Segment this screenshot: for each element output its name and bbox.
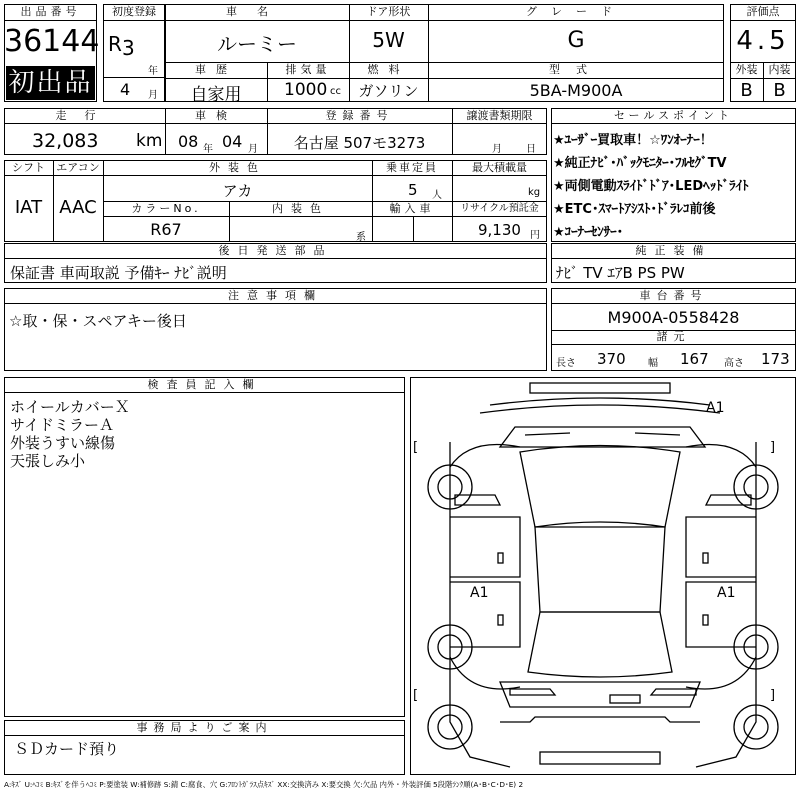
ext-color-value: アカ [222,182,253,200]
sales-point-5: ★ｺｰﾅｰｾﾝｻｰ･ [553,225,624,240]
length-label: 長さ [556,358,576,369]
car-name-label: 車名 [226,5,288,18]
height-value: 173 [761,350,790,368]
bracket-right-bottom: ] [770,688,776,703]
recycle-label: リサイクル預託金 [460,203,539,214]
inspection-month: 04 [222,132,243,151]
inspection-label: 車検 [195,109,237,122]
model-value: 5BA-M900A [529,81,623,100]
interior-label: 内装 [768,63,791,76]
sales-point-4: ★ETC･ｽﾏｰﾄｱｼｽﾄ･ﾄﾞﾗﾚｺ前後 [553,202,716,217]
int-color-unit: 系 [356,232,366,243]
displacement-unit: cc [330,86,341,97]
month-value: 4 [120,80,131,99]
bracket-left-bottom: [ [413,688,419,703]
chassis-label: 車台番号 [639,289,708,302]
width-label: 幅 [648,358,658,369]
grade-value: G [567,28,585,53]
shift-value: IAT [14,197,43,218]
model-label: 型式 [549,63,603,76]
lot-number: 36144 [4,24,100,59]
ext-color-label: 外装色 [209,161,266,174]
int-color-label: 内装色 [272,202,329,215]
legend: A:ｷｽﾞ U:ﾍｺﾐ B:ｷｽﾞを伴うﾍｺﾐ P:要塗装 W:補修跡 S:錆 C:腐食、穴 G:ﾌﾛﾝﾄｶﾞﾗｽ点ｷｽﾞ XX:交換済み X:要交換 欠:欠品 内外・外装評価 5段階ﾗﾝｸ順(A･B･C･D･E) 2 [4,780,524,789]
first-listing-badge: 初出品 [6,66,95,100]
damage-mark-left-side: A1 [470,585,489,601]
office-label: 事務局よりご案内 [136,721,273,734]
year-unit: 年 [148,66,158,77]
color-no-value: R67 [150,220,182,239]
mileage-label: 走行 [55,109,114,122]
era: R [108,32,122,56]
displacement-label: 排気量 [285,63,331,76]
genuine-equipment-value: ﾅﾋﾞ TV ｴｱB PS PW [556,264,685,282]
mileage-unit: km [136,131,163,151]
damage-mark-front-right: A1 [706,400,725,416]
score-label: 評価点 [746,5,780,18]
door-label: ドア形状 [366,5,411,18]
transfer-month-unit: 月 [492,144,502,155]
height-label: 高さ [724,358,744,369]
genuine-equipment-label: 純正装備 [635,244,712,257]
fuel-value: ガソリン [358,82,419,100]
ac-label: エアコン [56,161,100,174]
grade-label: グレード [526,5,626,18]
later-parts-value: 保証書 車両取説 予備ｷｰ ﾅﾋﾞ説明 [10,264,227,282]
sales-points-label: セールスポイント [613,109,733,122]
inspector-line-1: ホイールカバーＸ [10,398,130,416]
inspector-line-3: 外装うすい線傷 [10,434,116,452]
notes-label: 注意事項欄 [228,289,323,302]
transfer-day-unit: 日 [526,144,536,155]
bracket-left-top: [ [413,440,419,455]
recycle-unit: 円 [530,230,540,241]
first-reg-label: 初度登録 [112,5,156,18]
score-value: 4.5 [736,26,790,56]
reg-no-value: 名古屋 507モ3273 [293,134,426,152]
history-label: 車歴 [195,63,237,76]
shift-label: シフト [12,161,45,174]
bracket-right-top: ] [770,440,776,455]
transfer-label: 譲渡書類期限 [466,109,533,122]
month-unit: 月 [148,90,158,101]
year-value: 3 [122,36,135,60]
sales-point-1: ★ﾕｰｻﾞｰ買取車！☆ﾜﾝｵｰﾅｰ！ [553,133,713,148]
door-value: 5W [372,28,405,52]
sales-point-2: ★純正ﾅﾋﾞ･ﾊﾞｯｸﾓﾆﾀｰ･ﾌﾙｾｸﾞTV [553,156,727,171]
car-diagram [410,377,796,775]
fuel-label: 燃料 [367,63,410,76]
lot-number-label: 出品番号 [20,5,81,18]
displacement-value: 1000 [284,80,328,100]
interior-value: B [773,80,786,101]
width-value: 167 [680,350,709,368]
recycle-value: 9,130 [478,221,521,239]
inspection-year: 08 [178,132,199,151]
chassis-value: M900A-0558428 [607,308,740,327]
later-parts-label: 後日発送部品 [218,244,333,257]
capacity-unit: 人 [432,190,442,201]
inspector-line-4: 天張しみ小 [10,452,86,470]
capacity-value: 5 [408,181,418,199]
color-no-label: カラーNo. [131,202,201,215]
length-value: 370 [597,350,626,368]
notes-value: ☆取・保・スペアキー後日 [9,312,187,330]
exterior-value: B [740,80,753,101]
office-value: ＳＤカード預り [14,740,120,758]
max-load-label: 最大積載量 [472,161,527,174]
history-value: 自家用 [190,85,242,105]
import-label: 輸入車 [389,202,435,215]
sales-point-3: ★両側電動ｽﾗｲﾄﾞﾄﾞｱ･LEDﾍｯﾄﾞﾗｲﾄ [553,179,749,194]
capacity-label: 乗車定員 [386,161,438,174]
inspector-label: 検査員記入欄 [147,378,262,391]
inspection-year-unit: 年 [203,144,213,155]
car-name: ルーミー [217,32,297,56]
dims-label: 諸元 [656,330,691,343]
ac-value: AAC [59,197,97,218]
exterior-label: 外装 [735,63,758,76]
inspector-line-2: サイドミラーＡ [10,416,114,434]
damage-mark-right-side: A1 [717,585,736,601]
max-load-unit: kg [528,187,541,198]
mileage-value: 32,083 [32,130,99,152]
inspection-month-unit: 月 [248,144,258,155]
reg-no-label: 登録番号 [325,109,394,122]
